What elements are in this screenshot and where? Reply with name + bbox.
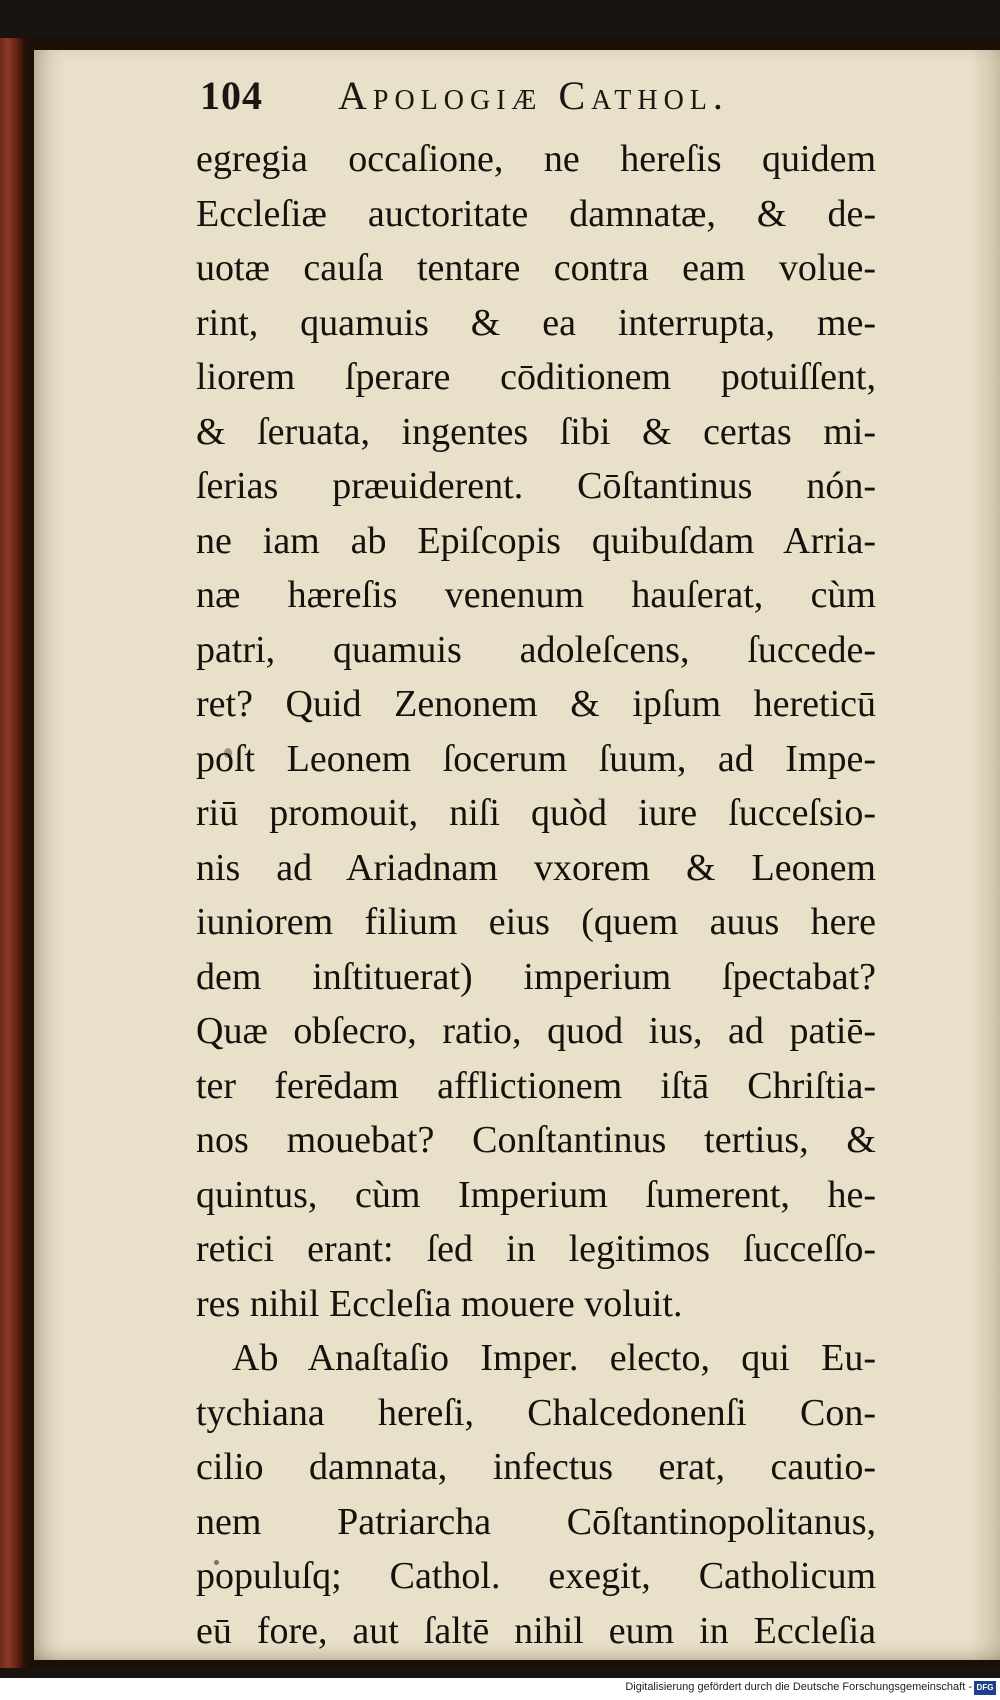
text-line: ne iam ab Epiſcopis quibuſdam Arria- bbox=[196, 519, 876, 562]
text-line: uotæ cauſa tentare contra eam volue- bbox=[196, 247, 876, 289]
text-line: tychiana hereſi, Chalcedonenſi Con- bbox=[196, 1391, 876, 1434]
dfg-logo-icon: DFG bbox=[974, 1681, 996, 1695]
text-line: cilio damnata, infectus erat, cautio- bbox=[196, 1446, 876, 1488]
running-head: Apologiæ Cathol. bbox=[338, 73, 729, 118]
text-line: ſerias præuiderent. Cōſtantinus nón- bbox=[196, 465, 876, 507]
text-block bbox=[196, 132, 876, 1700]
text-line: eū fore, aut ſaltē nihil eum in Eccleſia bbox=[196, 1609, 876, 1652]
digitization-footer bbox=[0, 1678, 1000, 1700]
paragraph-first-line: Ab Anaſtaſio Imper. electo, qui Eu- bbox=[232, 1337, 876, 1379]
text-line: nem Patriarcha Cōſtantinopolitanus, bbox=[196, 1500, 876, 1543]
page-number: 104 bbox=[200, 73, 263, 118]
text-line: Eccleſiæ auctoritate damnatæ, & de- bbox=[196, 192, 876, 235]
text-line: nos mouebat? Conſtantinus tertius, & bbox=[196, 1119, 876, 1161]
text-line: ter ferēdam afflictionem iſtā Chriſtia- bbox=[196, 1064, 876, 1107]
page-header bbox=[200, 72, 860, 132]
text-line: populuſq; Cathol. exegit, Catholicum bbox=[196, 1555, 876, 1597]
text-line: & ſeruata, ingentes ſibi & certas mi- bbox=[196, 410, 876, 453]
text-line: næ hæreſis venenum hauſerat, cùm bbox=[196, 574, 876, 616]
funding-credit: Digitalisierung gefördert durch die Deutsche Forschungsgemeinschaft - bbox=[625, 1681, 972, 1693]
text-line: egregia occaſione, ne hereſis quidem bbox=[196, 138, 876, 180]
text-line: iuniorem filium eius (quem auus here bbox=[196, 901, 876, 943]
text-line: nis ad Ariadnam vxorem & Leonem bbox=[196, 846, 876, 889]
text-line: riū promouit, niſi quòd iure ſucceſsio- bbox=[196, 792, 876, 834]
text-line: patri, quamuis adoleſcens, ſuccede- bbox=[196, 628, 876, 671]
text-line: rint, quamuis & ea interrupta, me- bbox=[196, 301, 876, 344]
text-line: poſt Leonem ſocerum ſuum, ad Impe- bbox=[196, 737, 876, 780]
text-line: quintus, cùm Imperium ſumerent, he- bbox=[196, 1173, 876, 1216]
text-line: liorem ſperare cōditionem potuiſſent, bbox=[196, 356, 876, 398]
text-line: retici erant: ſed in legitimos ſucceſſo- bbox=[196, 1228, 876, 1270]
text-line: ret? Quid Zenonem & ipſum hereticū bbox=[196, 683, 876, 725]
text-line: dem inſtituerat) imperium ſpectabat? bbox=[196, 955, 876, 998]
paragraph-last-line: res nihil Eccleſia mouere voluit. bbox=[196, 1282, 683, 1325]
text-line: Quæ obſecro, ratio, quod ius, ad patiē- bbox=[196, 1010, 876, 1052]
